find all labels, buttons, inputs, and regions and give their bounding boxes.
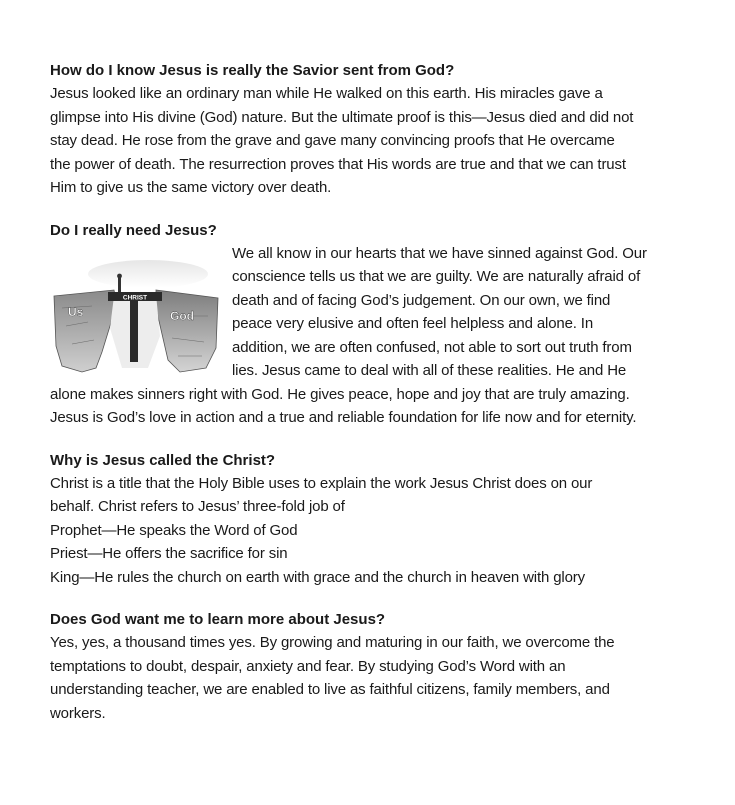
section-heading: Why is Jesus called the Christ? [50,451,276,469]
body-line: glimpse into His divine (God) nature. But the ultimate proof is this—Jesus died and did not [50,108,634,126]
body-line: understanding teacher, we are enabled to live as faithful citizens, family members, and [50,681,610,698]
body-line: addition, we are often confused, not able to sort out truth from [232,338,632,356]
section-need-jesus [50,220,690,430]
section-body [50,472,690,590]
section-heading: Does God want me to learn more about Jesus? [50,611,386,628]
body-line: Jesus is God’s love in action and a true and reliable foundation for life now and for eternity. [50,409,637,426]
section-body-continued [50,383,690,430]
body-line: Him to give us the same victory over death. [50,179,332,196]
body-line: alone makes sinners right with God. He gives peace, hope and joy that are truly amazing. [50,385,630,403]
body-line: Jesus looked like an ordinary man while He walked on this earth. His miracles gave a [50,85,603,102]
body-line: lies. Jesus came to deal with all of these realities. He and He [232,362,627,379]
body-line: workers. [50,704,106,722]
section-savior [50,60,690,200]
body-line: the power of death. The resurrection proves that His words are true and that we can trust [50,155,626,173]
body-line: Priest—He offers the sacrifice for sin [50,545,288,562]
cross-label: CHRIST [122,294,148,301]
section-body [50,82,690,200]
body-line: behalf. Christ refers to Jesus’ three-fold job of [50,498,345,515]
section-learn-more [50,609,690,725]
body-line: stay dead. He rose from the grave and gave many convincing proofs that He overcame [50,132,615,149]
body-line: Christ is a title that the Holy Bible uses to explain the work Jesus Christ does on our [50,474,593,492]
section-heading: Do I really need Jesus? [50,221,217,239]
right-cliff-label: God [170,308,194,323]
body-line: peace very elusive and often feel helpless and alone. In [232,315,594,332]
left-cliff-label: Us [68,304,84,319]
illustrated-paragraph [50,242,690,430]
body-line: conscience tells us that we are guilty. We are naturally afraid of [232,268,641,285]
body-line: temptations to doubt, despair, anxiety and fear. By studying God’s Word with an [50,657,566,675]
document-page [50,60,690,745]
body-line: We all know in our hearts that we have sinned against God. Our [232,244,647,262]
section-body [50,631,690,725]
body-line: Yes, yes, a thousand times yes. By growing and maturing in our faith, we overcome the [50,634,615,651]
bridge-cross-illustration [52,256,220,374]
section-christ-title [50,450,690,590]
section-heading: How do I know Jesus is really the Savior sent from God? [50,62,455,79]
body-line: King—He rules the church on earth with grace and the church in heaven with glory [50,568,585,586]
body-line: death and of facing God’s judgement. On our own, we find [232,291,611,309]
body-line: Prophet—He speaks the Word of God [50,521,298,539]
